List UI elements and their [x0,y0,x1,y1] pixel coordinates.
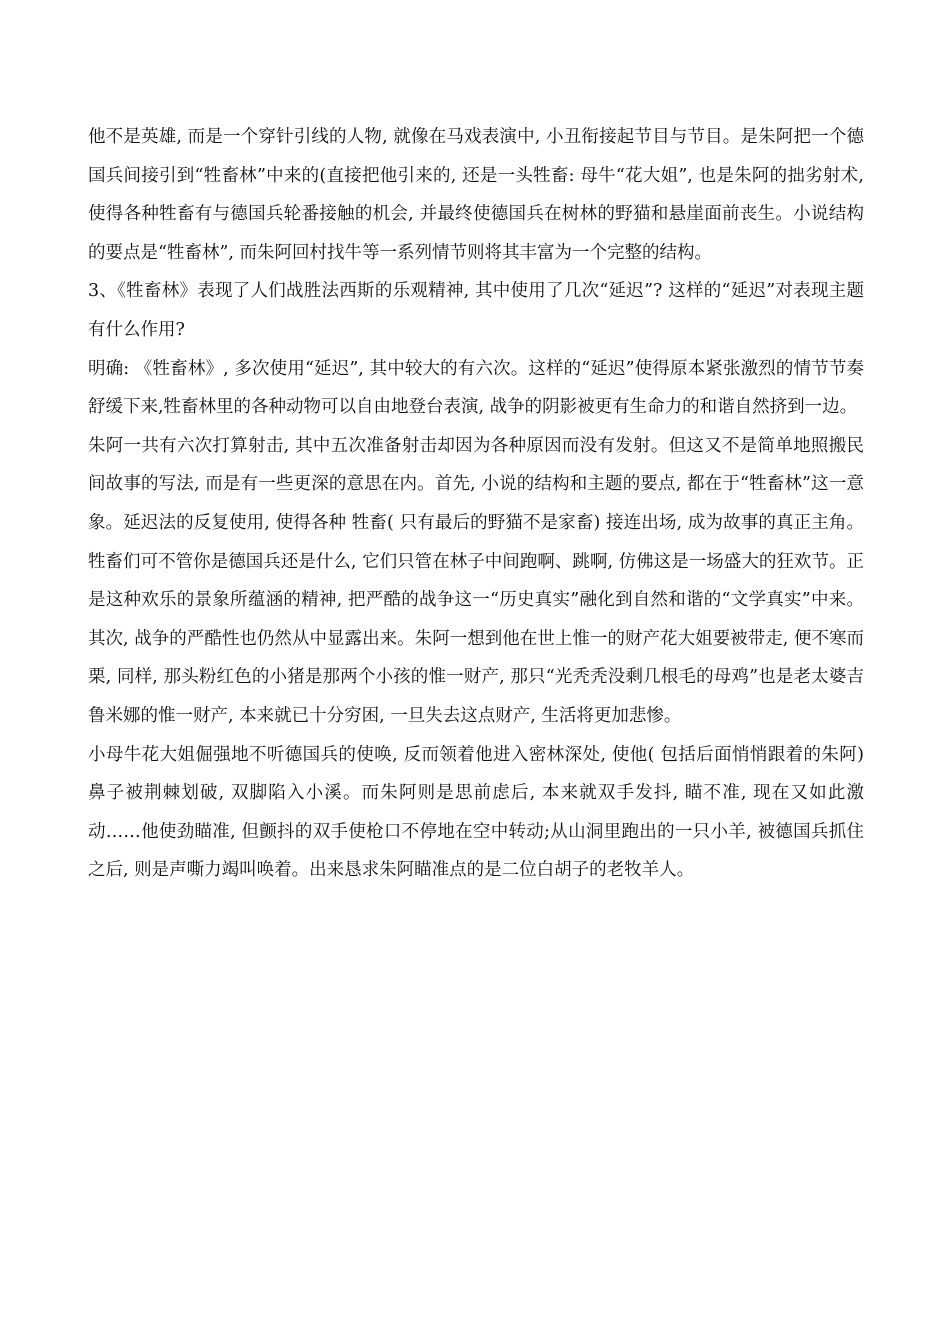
document-body [88,118,864,890]
paragraph-structure-analysis: 他不是英雄, 而是一个穿针引线的人物, 就像在马戏表演中, 小丑衔接起节目与节目。是朱阿把一个德国兵间接引到“牲畜林”中来的(直接把他引来的, 还是一头牲畜: 母牛“花大姐”, 也是朱阿的拙劣射术, 使得各种牲畜有与德国兵轮番接触的机会, 并最终使德国兵在树林的野猫和悬崖面前丧生。小说结构的要点是“牲畜林”, 而朱阿回村找牛等一系列情节则将其丰富为一个完整的结构。 [88,127,864,263]
answer-clarification: 明确: 《牲畜林》, 多次使用“延迟”, 其中较大的有六次。这样的“延迟”使得原本紧张激烈的情节节奏舒缓下来,牲畜林里的各种动物可以自由地登台表演, 战争的阴影被更有生命力的和谐自然挤到一边。 [88,358,864,418]
question-3: 3、《牲畜林》表现了人们战胜法西斯的乐观精神, 其中使用了几次“延迟”? 这样的“延迟”对表现主题有什么作用? [88,281,864,340]
paragraph-heifer: 小母牛花大姐倔强地不听德国兵的使唤, 反而领着他进入密林深处, 使他( 包括后面悄悄跟着的朱阿) 鼻子被荆棘划破, 双脚陷入小溪。而朱阿则是思前虑后, 本来就双手发抖, 瞄不准, 现在又如此激动……他使劲瞄准, 但颤抖的双手使枪口不停地在空中转动;从山洞里跑出的一只小羊, 被德国兵抓住之后, 则是声嘶力竭叫唤着。出来恳求朱阿瞄准点的是二位白胡子的老牧羊人。 [88,744,864,881]
paragraph-six-shots: 朱阿一共有六次打算射击, 其中五次准备射击却因为各种原因而没有发射。但这又不是简单地照搬民间故事的写法, 而是有一些更深的意思在内。首先, 小说的结构和主题的要点, 都在于“牲畜林”这一意象。延迟法的反复使用, 使得各种 牲畜( 只有最后的野猫不是家畜) 接连出场, 成为故事的真正主角。牲畜们可不管你是德国兵还是什么, 它们只管在林子中间跑啊、跳啊, 仿佛这是一场盛大的狂欢节。正是这种欢乐的景象所蕴涵的精神, 把严酷的战争这一“历史真实”融化到自然和谐的“文学真实”中来。其次, 战争的严酷性也仍然从中显露出来。朱阿一想到他在世上惟一的财产花大姐要被带走, 便不寒而栗, 同样, 那头粉红色的小猪是那两个小孩的惟一财产, 那只“光秃秃没剩几根毛的母鸡”也是老太婆吉鲁米娜的惟一财产, 本来就已十分穷困, 一旦失去这点财产, 生活将更加悲惨。 [88,435,864,726]
